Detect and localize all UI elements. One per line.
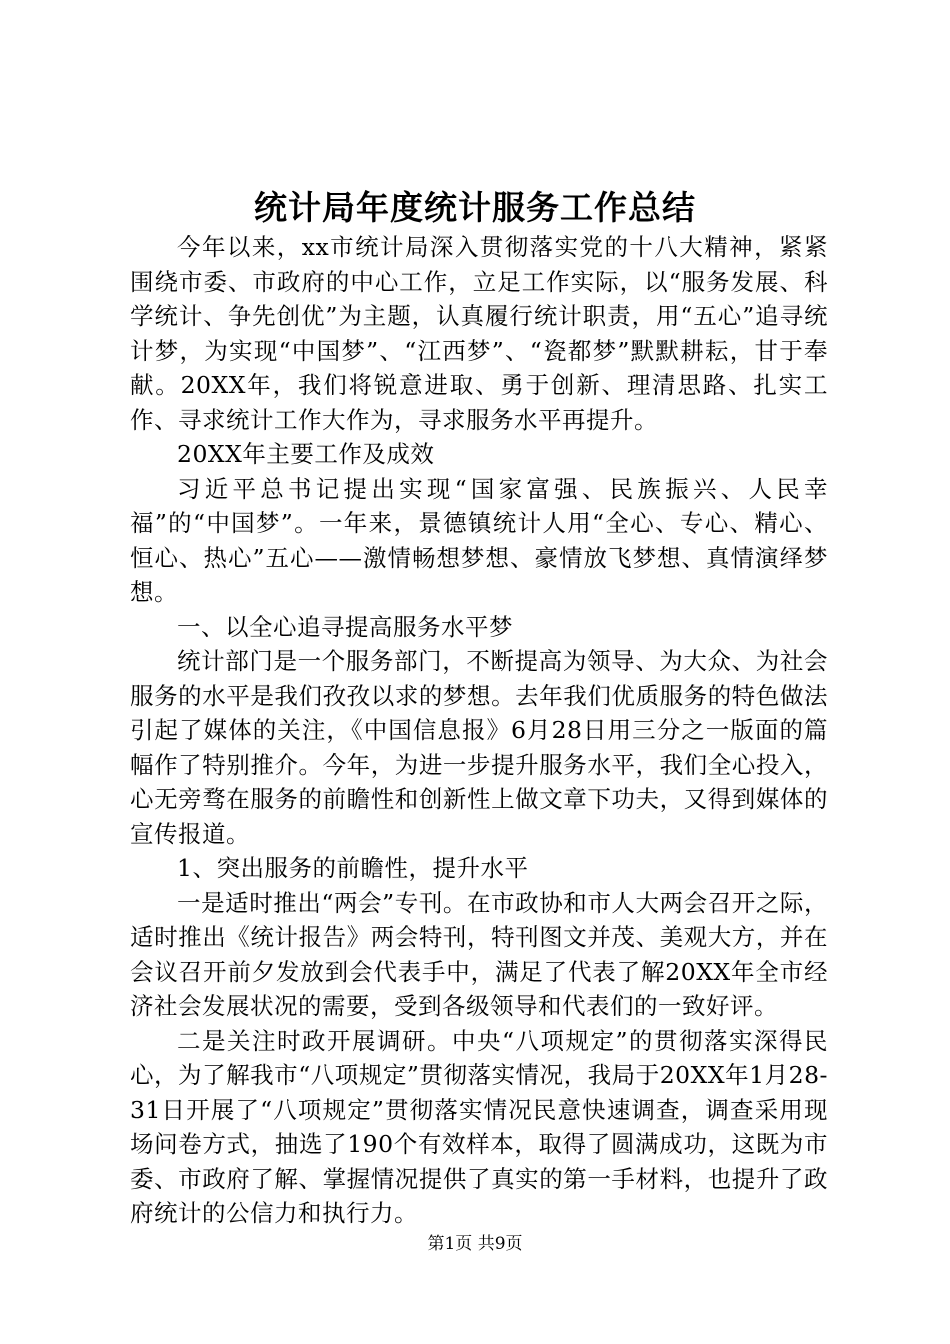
document-title: 统计局年度统计服务工作总结 xyxy=(254,188,696,227)
section-heading-main-work: 20XX年主要工作及成效 xyxy=(177,440,435,468)
paragraph-service-department: 统计部门是一个服务部门，不断提高为领导、为大众、为社会服务的水平是我们孜孜以求的梦想。去年我们优质服务的特色做法引起了媒体的关注，《中国信息报》6月28日用三分之一版面的篇幅作了特别推介。今年，为进一步提升服务水平，我们全心投入，心无旁骛在服务的前瞻性和创新性上做文章下功夫，又得到媒体的宣传报道。 xyxy=(130,647,828,848)
section-heading-1: 一、以全心追寻提高服务水平梦 xyxy=(177,612,513,641)
paragraph-two-sessions: 一是适时推出“两会”专刊。在市政协和市人大两会召开之际，适时推出《统计报告》两会特刊，特刊图文并茂、美观大方，并在会议召开前夕发放到会代表手中，满足了代表了解20XX年全市经济社会发展状况的需要，受到各级领导和代表们的一致好评。 xyxy=(130,888,828,1020)
subsection-heading-1: 1、突出服务的前瞻性，提升水平 xyxy=(177,854,529,882)
paragraph-survey: 二是关注时政开展调研。中央“八项规定”的贯彻落实深得民心，为了解我市“八项规定”贯彻落实情况，我局于20XX年1月28-31日开展了“八项规定”贯彻落实情况民意快速调查，调查采用现场问卷方式，抽选了190个有效样本，取得了圆满成功，这既为市委、市政府了解、掌握情况提供了真实的第一手材料，也提升了政府统计的公信力和执行力。 xyxy=(130,1026,828,1227)
paragraph-china-dream: 习近平总书记提出实现“国家富强、民族振兴、人民幸福”的“中国梦”。一年来，景德镇统计人用“全心、专心、精心、恒心、热心”五心——激情畅想梦想、豪情放飞梦想、真情演绎梦想。 xyxy=(130,474,828,606)
document-body xyxy=(130,230,828,1231)
page-number: 第1页 共9页 xyxy=(427,1234,523,1254)
paragraph-intro: 今年以来，xx市统计局深入贯彻落实党的十八大精神，紧紧围绕市委、市政府的中心工作，立足工作实际，以“服务发展、科学统计、争先创优”为主题，认真履行统计职责，用“五心”追寻统计梦，为实现“中国梦”、“江西梦”、“瓷都梦”默默耕耘，甘于奉献。20XX年，我们将锐意进取、勇于创新、理清思路、扎实工作、寻求统计工作大作为，寻求服务水平再提升。 xyxy=(130,233,828,434)
